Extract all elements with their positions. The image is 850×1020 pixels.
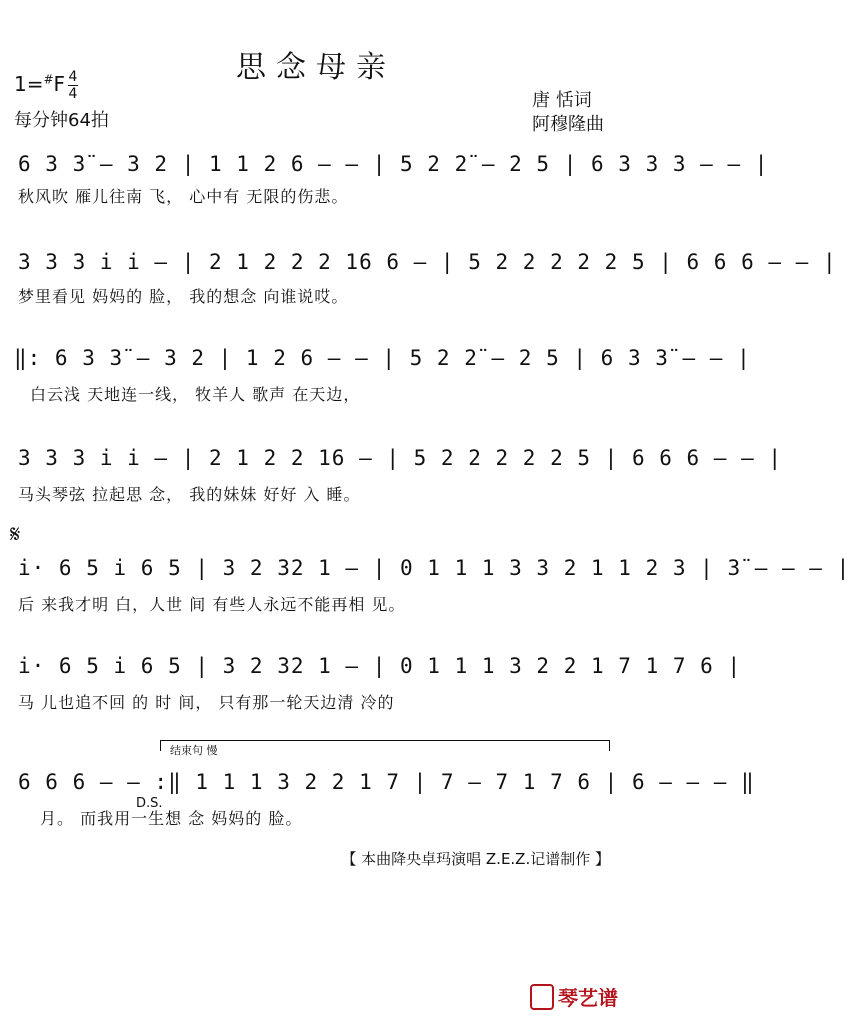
lyrics-line-6: 马 儿也追不回 的 时 间， 只有那一轮天边清 冷的 — [18, 693, 395, 712]
score-notes-line-7: 6 6 6 – – :‖ 1 1 1 3 2 2 1 7 | 7 – 7 1 7 6 | 6 – – – ‖ — [18, 770, 755, 794]
lyricist: 唐 恬词 — [532, 90, 592, 111]
score-notes-line-1: 6 3 3̈ – 3 2 | 1 1 2 6 – – | 5 2 2̈ – 2 5 | 6 3 3 3 – – | — [18, 152, 769, 176]
lyrics-line-2: 梦里看见 妈妈的 脸， 我的想念 向谁说哎。 — [18, 287, 349, 306]
ending-label: 结束句 慢 — [170, 744, 218, 757]
lyrics-line-3: 白云浅 天地连一线， 牧羊人 歌声 在天边， — [30, 385, 361, 404]
score-notes-line-3: ‖: 6 3 3̈ – 3 2 | 1 2 6 – – | 5 2 2̈ – 2 5 | 6 3 3̈ – – | — [14, 346, 751, 370]
meter-bottom: 4 — [68, 86, 78, 102]
logo-icon — [530, 984, 554, 1010]
score-notes-line-5: i· 6 5 i 6 5 | 3 2 32 1 – | 0 1 1 1 3 3 2 1 1 2 3 | 3̈ – – – | — [18, 556, 850, 580]
lyrics-line-7: 月。 而我用一生想 念 妈妈的 脸。 — [40, 809, 303, 828]
tempo-marking: 每分钟64拍 — [14, 110, 109, 131]
page-title: 思念母亲 — [236, 50, 396, 85]
site-logo — [530, 982, 618, 1013]
segno-sign: 𝄋 — [10, 520, 21, 548]
lyrics-line-1: 秋风吹 雁儿往南 飞， 心中有 无限的伤悲。 — [18, 187, 349, 206]
performance-credit: 【 本曲降央卓玛演唱 Z.E.Z.记谱制作 】 — [341, 850, 610, 868]
logo-text: 琴艺谱 — [558, 985, 618, 1010]
score-notes-line-2: 3 3 3 i i – | 2 1 2 2 2 16 6 – | 5 2 2 2 2 2 5 | 6 6 6 – – | — [18, 250, 837, 274]
composer: 阿穆隆曲 — [532, 114, 604, 135]
lyrics-line-5: 后 来我才明 白，人世 间 有些人永远不能再相 见。 — [18, 595, 406, 614]
key-sharp: # — [43, 72, 54, 87]
time-signature — [68, 70, 78, 101]
dal-segno-mark: D.S. — [136, 796, 163, 811]
key-note: F — [53, 72, 66, 96]
key-prefix: 1= — [14, 72, 44, 96]
score-notes-line-4: 3 3 3 i i – | 2 1 2 2 16 – | 5 2 2 2 2 2 5 | 6 6 6 – – | — [18, 446, 783, 470]
ending-bracket — [160, 740, 610, 751]
key-signature — [14, 72, 65, 96]
lyrics-line-4: 马头琴弦 拉起思 念， 我的妹妹 好好 入 睡。 — [18, 485, 361, 504]
meter-top: 4 — [68, 69, 78, 85]
score-notes-line-6: i· 6 5 i 6 5 | 3 2 32 1 – | 0 1 1 1 3 2 2 1 7 1 7 6 | — [18, 654, 742, 678]
